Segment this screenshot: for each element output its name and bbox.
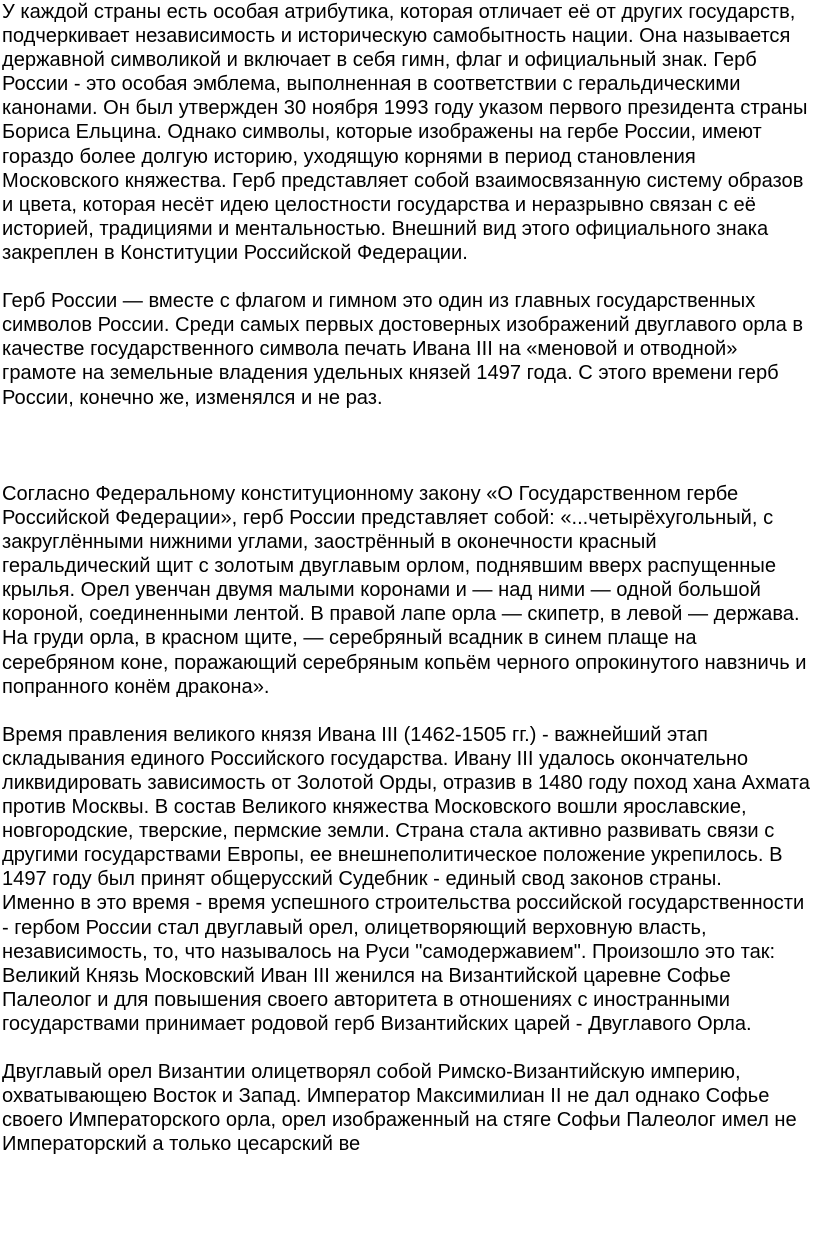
paragraph-federal-law: Согласно Федеральному конституционному закону «О Государственном гербе Российской Федерации», герб России представляет собой: «...четырёхугольный, с закруглёнными нижними углами, заострённый в оконечности красный геральдический щит с золотым двуглавым орлом, поднявшим вверх распущенные крылья. Орел увенчан двумя малыми коронами и — над ними — одной большой короной, соединенными лентой. В правой лапе орла — скипетр, в левой — держава. На груди орла, в красном щите, — серебряный всадник в синем плаще на серебряном коне, поражающий серебряным копьём черного опрокинутого навзничь и попранного конём дракона».	[2, 482, 807, 698]
paragraph-double-headed-eagle: Именно в это время - время успешного строительства российской государственности - гербом России стал двуглавый орел, олицетворяющий верховную власть, независимость, то, что называлось на Руси "самодержавием". Произошло это так: Великий Князь Московский Иван III женился на Византийской царевне Софье Палеолог и для повышения своего авторитета в отношениях с иностранными государствами принимает родовой герб Византийских царей - Двуглавого Орла.	[2, 892, 805, 1035]
paragraph-intro: У каждой страны есть особая атрибутика, которая отличает её от других государств, подчеркивает независимость и историческую самобытность нации. Она называется державной символикой и включает в себя гимн, флаг и официальный знак. Герб России - это особая эмблема, выполненная в соответствии с геральдическими канонами. Он был утвержден 30 ноября 1993 году указом первого президента страны Бориса Ельцина. Однако символы, которые изображены на гербе России, имеют гораздо более долгую историю, уходящую корнями в период становления Московского княжества. Герб представляет собой взаимосвязанную систему образов и цвета, которая несёт идею целостности государства и неразрывно связан с её историей, традициями и ментальностью. Внешний вид этого официального знака закреплен в Конституции Российской Федерации.	[2, 1, 808, 264]
paragraph-symbol-history: Герб России — вместе с флагом и гимном это один из главных государственных символов России. Среди самых первых достоверных изображений двуглавого орла в качестве государственного символа печать Ивана III на «меновой и отводной» грамоте на земельные владения удельных князей 1497 года. С этого времени герб России, конечно же, изменялся и не раз.	[2, 290, 804, 409]
paragraph-ivan-iii-reign: Время правления великого князя Ивана III (1462-1505 гг.) - важнейший этап складывания единого Российского государства. Ивану III удалось окончательно ликвидировать зависимость от Золотой Орды, отразив в 1480 году поход хана Ахмата против Москвы. В состав Великого княжества Московского вошли ярославские, новгородские, тверские, пермские земли. Страна стала активно развивать связи с другими государствами Европы, ее внешнеполитическое положение укрепилось. В 1497 году был принят общерусский Судебник - единый свод законов страны.	[2, 723, 810, 891]
paragraph-byzantium: Двуглавый орел Византии олицетворял собой Римско-Византийскую империю, охватывающею Восток и Запад. Император Максимилиан II не дал однако Софье своего Императорского орла, орел изображенный на стяге Софьи Палеолог имел не Императорский а только цесарский ве	[2, 1061, 797, 1156]
